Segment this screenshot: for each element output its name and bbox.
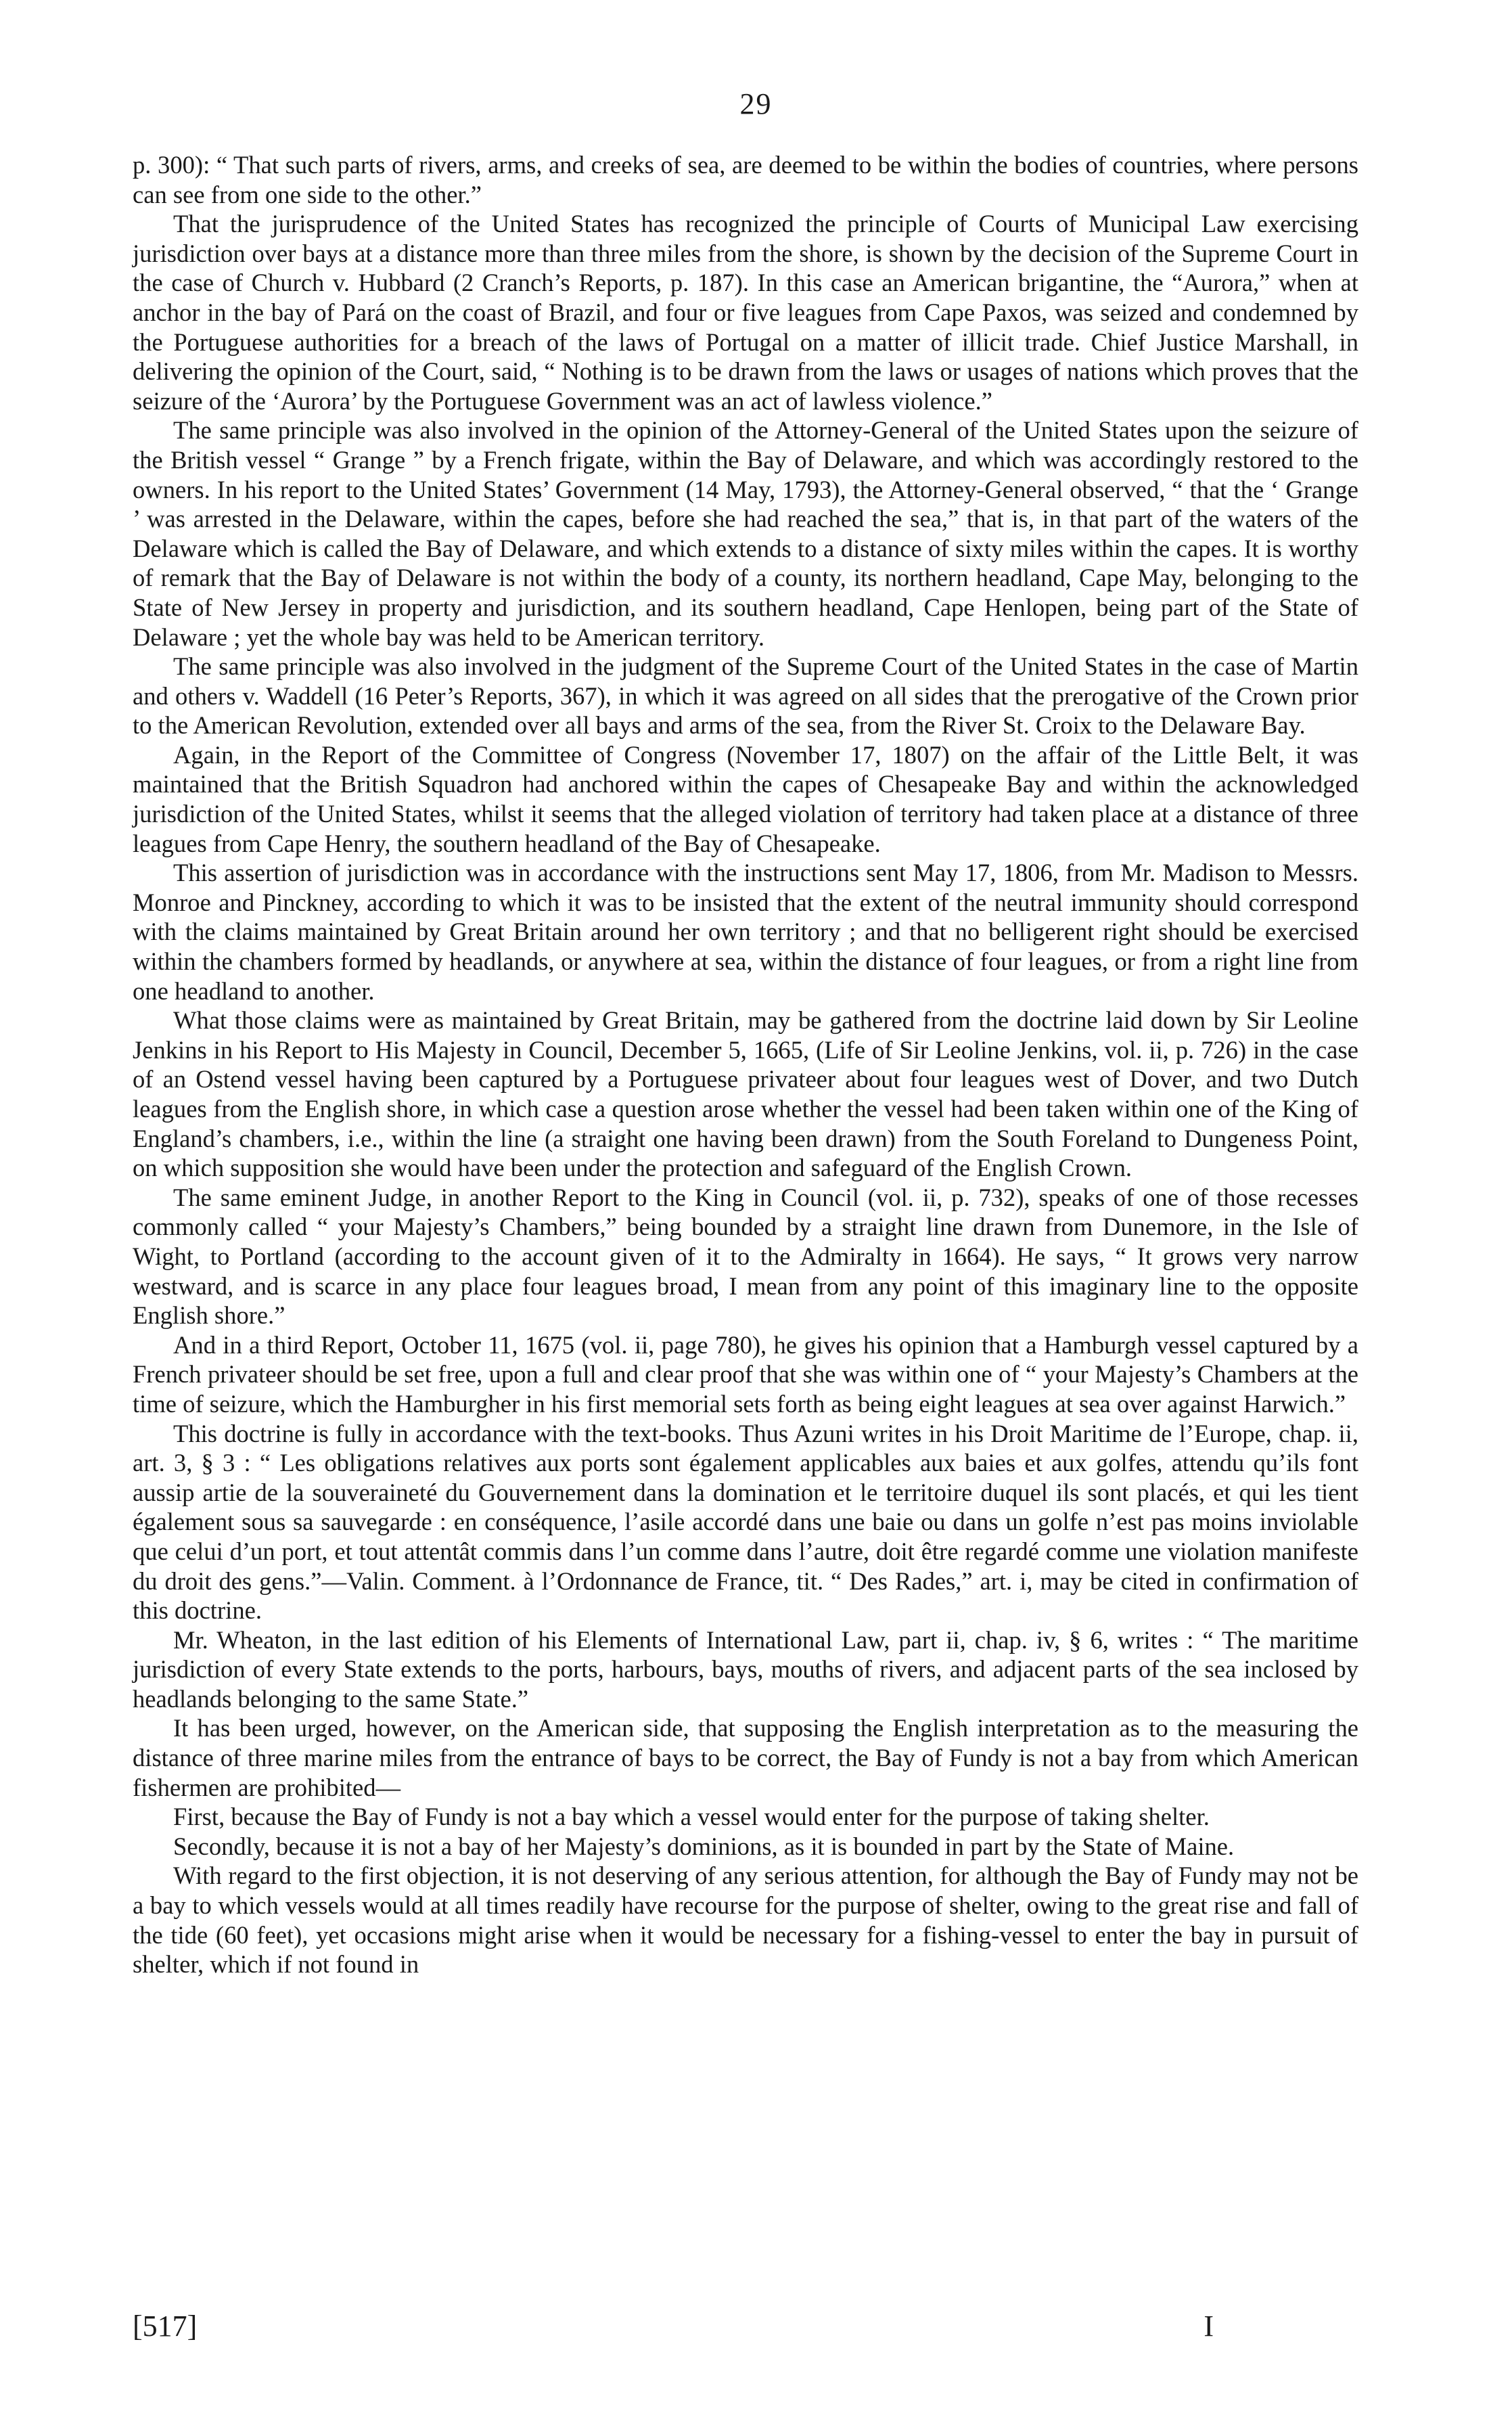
paragraph-4: The same principle was also involved in the judgment of the Supreme Court of the United States in the case of Martin and others v. Waddell (16 Peter’s Reports, 367), in which it was agreed on all sides that the prerogative of the Crown prior to the American Revolution, extended over all bays and arms of the sea, from the River St. Croix to the Delaware Bay. [133, 652, 1358, 740]
gathering-mark: I [1204, 2309, 1214, 2343]
paragraph-6: This assertion of jurisdiction was in accordance with the instructions sent May 17, 1806, from Mr. Madison to Messrs. Monroe and Pinckney, according to which it was to be insisted that the extent of the neutral immunity should correspond with the claims maintained by Great Britain around her own territory ; and that no belligerent right should be exercised within the chambers formed by headlands, or anywhere at sea, within the distance of four leagues, or from a right line from one headland to another. [133, 859, 1358, 1005]
paragraph-12: It has been urged, however, on the American side, that supposing the English interpretation as to the measuring the distance of three marine miles from the entrance of bays to be correct, the Bay of Fundy is not a bay from which American fishermen are prohibited— [133, 1714, 1358, 1801]
paragraph-9: And in a third Report, October 11, 1675 (vol. ii, page 780), he gives his opinion that a Hamburgh vessel captured by a French privateer should be set free, upon a full and clear proof that she was within one of “ your Majesty’s Chambers at the time of seizure, which the Hamburgher in his first memorial sets forth as being eight leagues at sea over against Harwich.” [133, 1330, 1358, 1418]
paragraph-3: The same principle was also involved in the opinion of the Attorney-General of the United States upon the seizure of the British vessel “ Grange ” by a French frigate, within the Bay of Delaware, and which was accordingly restored to the owners. In his report to the United States’ Government (14 May, 1793), the Attorney-General observed, “ that the ‘ Grange ’ was arrested in the Delaware, within the capes, before she had reached the sea,” that is, in that part of the waters of the Delaware which is called the Bay of Delaware, and which extends to a distance of sixty miles within the capes. It is worthy of remark that the Bay of Delaware is not within the body of a county, its northern headland, Cape May, belonging to the State of New Jersey in property and jurisdiction, and its southern headland, Cape Henlopen, being part of the State of Delaware ; yet the whole bay was held to be American territory. [133, 416, 1358, 651]
paragraph-8: The same eminent Judge, in another Report to the King in Council (vol. ii, p. 732), speaks of one of those recesses commonly called “ your Majesty’s Chambers,” being bounded by a straight line drawn from Dunemore, in the Isle of Wight, to Portland (according to the account given of it to the Admiralty in 1664). He says, “ It grows very narrow westward, and is scarce in any place four leagues broad, I mean from any point of this imaginary line to the opposite English shore.” [133, 1183, 1358, 1330]
paragraph-2: That the jurisprudence of the United States has recognized the principle of Courts of Municipal Law exercising jurisdiction over bays at a distance more than three miles from the shore, is shown by the decision of the Supreme Court in the case of Church v. Hubbard (2 Cranch’s Reports, p. 187). In this case an American brigantine, the “Aurora,” when at anchor in the bay of Pará on the coast of Brazil, and four or five leagues from Cape Paxos, was seized and condemned by the Portuguese authorities for a breach of the laws of Portugal on a matter of illicit trade. Chief Justice Marshall, in delivering the opinion of the Court, said, “ Nothing is to be drawn from the laws or usages of nations which proves that the seizure of the ‘Aurora’ by the Portuguese Government was an act of lawless violence.” [133, 210, 1358, 415]
paragraph-10: This doctrine is fully in accordance with the text-books. Thus Azuni writes in his Droit Maritime de l’Europe, chap. ii, art. 3, § 3 : “ Les obligations relatives aux ports sont également applicables aux baies et aux golfes, attendu qu’ils font aussip artie de la souveraineté du Gouvernement dans la domination et le territoire duquel ils sont placés, et qui les tient également sous sa sauvegarde : en conséquence, l’asile accordé dans une baie ou dans un golfe n’est pas moins inviolable que celui d’un port, et tout attentât commis dans l’un comme dans l’autre, doit être regardé comme une violation manifeste du droit des gens.”—Valin. Comment. à l’Ordonnance de France, tit. “ Des Rades,” art. i, may be cited in confirmation of this doctrine. [133, 1419, 1358, 1625]
page-number: 29 [739, 87, 773, 120]
paragraph-7: What those claims were as maintained by Great Britain, may be gathered from the doctrine laid down by Sir Leoline Jenkins in his Report to His Majesty in Council, December 5, 1665, (Life of Sir Leoline Jenkins, vol. ii, p. 726) in the case of an Ostend vessel having been captured by a Portuguese privateer about four leagues west of Dover, and two Dutch leagues from the English shore, in which case a question arose whether the vessel had been taken within one of the King of England’s chambers, i.e., within the line (a straight one having been drawn) from the South Foreland to Dungeness Point, on which supposition she would have been under the protection and safeguard of the English Crown. [133, 1006, 1358, 1182]
page-footer [133, 2309, 1358, 2349]
signature-mark: [517] [133, 2309, 198, 2343]
paragraph-14: Secondly, because it is not a bay of her Majesty’s dominions, as it is bounded in part by the State of Maine. [173, 1832, 1235, 1860]
paragraph-1: p. 300): “ That such parts of rivers, arms, and creeks of sea, are deemed to be within the bodies of countries, where persons can see from one side to the other.” [133, 151, 1358, 208]
paragraph-5: Again, in the Report of the Committee of Congress (November 17, 1807) on the affair of the Little Belt, it was maintained that the British Squadron had anchored within the capes of Chesapeake Bay and within the acknowledged jurisdiction of the United States, whilst it seems that the alleged violation of territory had taken place at a distance of three leagues from Cape Henry, the southern headland of the Bay of Chesapeake. [133, 740, 1358, 857]
body-text [133, 150, 1358, 1979]
paragraph-15: With regard to the first objection, it is not deserving of any serious attention, for although the Bay of Fundy may not be a bay to which vessels would at all times readily have recourse for the purpose of shelter, owing to the great rise and fall of the tide (60 feet), yet occasions might arise when it would be necessary for a fishing-vessel to enter the bay in pursuit of shelter, which if not found in [133, 1862, 1358, 1979]
paragraph-13: First, because the Bay of Fundy is not a bay which a vessel would enter for the purpose of taking shelter. [173, 1803, 1210, 1831]
paragraph-11: Mr. Wheaton, in the last edition of his Elements of International Law, part ii, chap. iv, § 6, writes : “ The maritime jurisdiction of every State extends to the ports, harbours, bays, mouths of rivers, and adjacent parts of the sea inclosed by headlands belonging to the same State.” [133, 1625, 1358, 1713]
